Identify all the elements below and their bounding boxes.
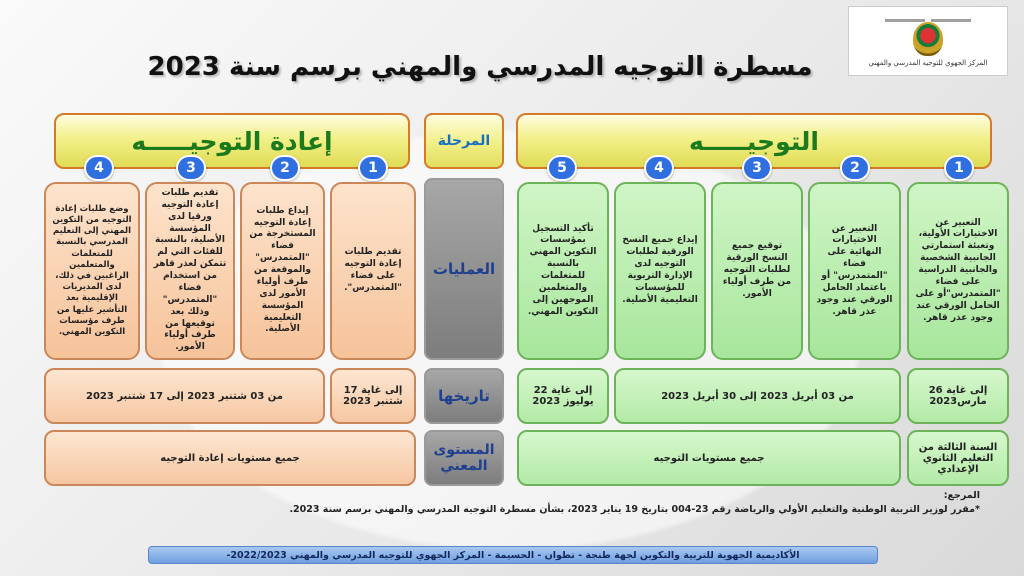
level-orientation-rest: جميع مستويات التوجيه bbox=[517, 430, 901, 486]
reorientation-step-1: تقديم طلبات إعادة التوجيه على فضاء "المتمدرس". bbox=[330, 182, 416, 360]
orientation-step-1: التعبير عن الاختيارات الأولية، وتعبئة استمارتي الجانبية الشخصية والجانبية الدراسية على فضاء "المتمدرس"أو على الحامل الورقي عند وجود عذر قاهر. bbox=[907, 182, 1009, 360]
logo-caption: المركز الجهوي للتوجيه المدرسي والمهني bbox=[868, 59, 988, 67]
orientation-step-2: التعبير عن الاختيارات النهائية على فضاء "المتمدرس" أو باعتماد الحامل الورقي عند وجود عذر قاهر. bbox=[808, 182, 901, 360]
orientation-step-5: تأكيد التسجيل بمؤسسات التكوين المهني بالنسبة للمتعلمات والمتعلمين الموجهين إلى التكوين المهني. bbox=[517, 182, 609, 360]
step-number-badge: 4 bbox=[84, 155, 114, 181]
reorientation-step-3: تقديم طلبات إعادة التوجيه ورقيا لدى المؤسسة الأصلية، بالنسبة للفئات التي لم تتمكن لعذر قاهر من استخدام فضاء "المتمدرس" وذلك بعد توقيعها من طرف أولياء الأمور. bbox=[145, 182, 235, 360]
reference-note bbox=[180, 489, 980, 517]
date-orientation-steps-2-4: من 03 أبريل 2023 إلى 30 أبريل 2023 bbox=[614, 368, 901, 424]
page-title: مسطرة التوجيه المدرسي والمهني برسم سنة 2023 bbox=[147, 52, 813, 82]
date-reorientation-step-1: إلى غاية 17 شتنبر 2023 bbox=[330, 368, 416, 424]
date-orientation-step-1: إلى غاية 26 مارس2023 bbox=[907, 368, 1009, 424]
step-number-badge: 1 bbox=[358, 155, 388, 181]
level-reorientation-all: جميع مستويات إعادة التوجيه bbox=[44, 430, 416, 486]
footer-bar: الأكاديمية الجهوية للتربية والتكوين لجهة طنجة - تطوان - الحسيمة - المركز الجهوي للتوجيه المدرسي والمهني 2022/2023- bbox=[148, 546, 878, 564]
reference-label: المرجع: bbox=[943, 490, 980, 501]
orientation-step-4: إيداع جميع النسخ الورقية لطلبات التوجيه لدى الإدارة التربوية للمؤسسات التعليمية الأصلية. bbox=[614, 182, 706, 360]
step-number-badge: 5 bbox=[547, 155, 577, 181]
step-number-badge: 2 bbox=[840, 155, 870, 181]
level-orientation-step-1: السنة الثالثة من التعليم الثانوي الإعدادي bbox=[907, 430, 1009, 486]
step-number-badge: 2 bbox=[270, 155, 300, 181]
reference-text: *مقرر لوزير التربية الوطنية والتعليم الأولي والرياضة رقم 23-004 بتاريخ 19 يناير 2023، بشأن مسطرة التوجيه المدرسي والمهني برسم سنة 2023. bbox=[289, 503, 980, 515]
label-stage: المرحلة bbox=[424, 113, 504, 169]
step-number-badge: 1 bbox=[944, 155, 974, 181]
step-number-badge: 3 bbox=[176, 155, 206, 181]
step-number-badge: 3 bbox=[742, 155, 772, 181]
coat-of-arms-icon bbox=[913, 22, 943, 56]
orientation-step-3: توقيع جميع النسخ الورقية لطلبات التوجيه من طرف أولياء الأمور. bbox=[711, 182, 803, 360]
date-reorientation-steps-2-4: من 03 شتنبر 2023 إلى 17 شتنبر 2023 bbox=[44, 368, 325, 424]
reorientation-step-2: إيداع طلبات إعادة التوجيه المستخرجة من فضاء "المتمدرس" والموقعة من طرف أولياء الأمور لدى المؤسسة التعليمية الأصلية. bbox=[240, 182, 325, 360]
header-orientation: التوجيـــــه bbox=[516, 113, 992, 169]
label-operations: العمليات bbox=[424, 178, 504, 360]
step-number-badge: 4 bbox=[644, 155, 674, 181]
header-reorientation: إعادة التوجيـــــه bbox=[54, 113, 410, 169]
label-level: المستوى المعني bbox=[424, 430, 504, 486]
label-dates: تاريخها bbox=[424, 368, 504, 424]
reorientation-step-4: وضع طلبات إعادة التوجيه من التكوين المهني إلى التعليم المدرسي بالنسبة للمتعلمات والمتعلمين الراغبين في ذلك، لدى المديريات الإقليمية بعد التأشير عليها من طرف مؤسسات التكوين المهني. bbox=[44, 182, 140, 360]
date-orientation-step-5: إلى غاية 22 يوليوز 2023 bbox=[517, 368, 609, 424]
ministry-logo bbox=[848, 6, 1008, 76]
